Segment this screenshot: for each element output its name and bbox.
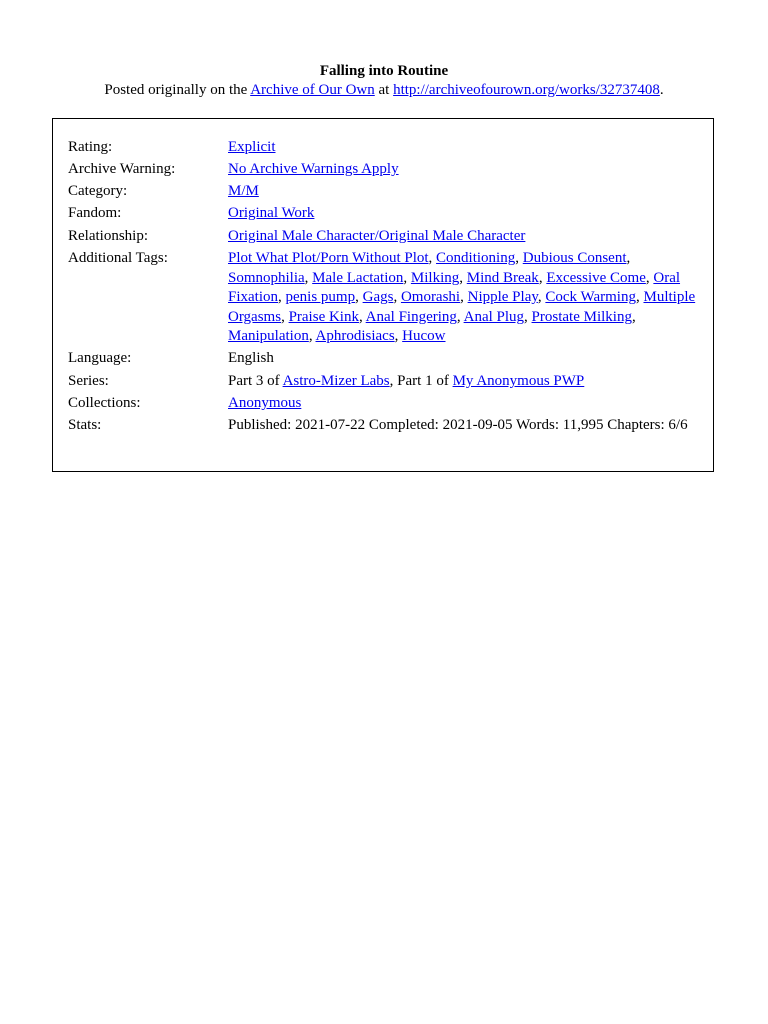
document-header xyxy=(0,62,768,100)
stats-value: Published: 2021-07-22 Completed: 2021-09-05 Words: 11,995 Chapters: 6/6 xyxy=(228,417,688,433)
work-title: Falling into Routine xyxy=(319,63,449,79)
relationship-link[interactable]: Original Male Character/Original Male Character xyxy=(228,228,526,244)
tag-link[interactable]: Oral Fixation xyxy=(228,269,681,306)
tag-link[interactable]: Multiple Orgasms xyxy=(228,289,696,325)
category-link[interactable]: M/M xyxy=(228,183,259,199)
warning-value xyxy=(228,160,700,180)
rating-label: Rating: xyxy=(68,139,113,155)
collections-link[interactable]: Anonymous xyxy=(228,395,302,411)
tag-link[interactable]: Hucow xyxy=(402,328,446,345)
tag-link[interactable]: penis pump xyxy=(285,289,356,306)
category-label: Category: xyxy=(68,183,128,199)
fandom-link[interactable]: Original Work xyxy=(228,205,315,221)
relationship-label: Relationship: xyxy=(68,228,148,244)
series-part2-prefix: Part 1 of xyxy=(397,373,453,389)
tag-link[interactable]: Manipulation xyxy=(228,328,309,345)
tag-link[interactable]: Aphrodisiacs xyxy=(315,328,395,345)
tag-link[interactable]: Praise Kink xyxy=(288,308,359,325)
rating-value xyxy=(228,138,700,158)
posted-mid: at xyxy=(374,82,394,98)
rating-link[interactable]: Explicit xyxy=(228,139,276,155)
tag-link[interactable]: Excessive Come xyxy=(546,269,646,286)
series-value xyxy=(228,372,700,392)
tag-link[interactable]: Mind Break xyxy=(466,269,539,286)
series-astro-mizer-link[interactable]: Astro-Mizer Labs xyxy=(282,373,390,389)
tag-link[interactable]: Somnophilia xyxy=(228,269,305,286)
warning-label: Archive Warning: xyxy=(68,161,176,177)
work-url-link[interactable]: http://archiveofourown.org/works/32737408 xyxy=(393,82,660,98)
series-separator: , xyxy=(389,373,398,389)
fandom-label: Fandom: xyxy=(68,205,122,221)
series-label: Series: xyxy=(68,373,109,389)
tag-link[interactable]: Milking xyxy=(410,269,460,286)
posted-line xyxy=(0,81,768,100)
tag-link[interactable]: Dubious Consent xyxy=(522,250,627,266)
warning-link[interactable]: No Archive Warnings Apply xyxy=(228,161,399,177)
series-anonymous-pwp-link[interactable]: My Anonymous PWP xyxy=(452,373,585,389)
category-value xyxy=(228,182,700,202)
posted-suffix: . xyxy=(659,82,664,98)
language-value: English xyxy=(228,350,274,366)
collections-label: Collections: xyxy=(68,395,141,411)
series-part1-prefix: Part 3 of xyxy=(228,373,283,389)
additional-tags-value: Plot What Plot/Porn Without Plot, Conditioning, Dubious Consent, Somnophilia, Male Lactation, Milking, Mind Break, Excessive Come, Oral Fixation, penis pump, Gags, Omorashi, Nipple Play, Cock Warming, Multiple Orgasms, Praise Kink, Anal Fingering, Anal Plug, Prostate Milking, Manipulation, Aphrodisiacs, Hucow xyxy=(228,250,696,345)
tag-link[interactable]: Gags xyxy=(362,289,394,306)
language-label: Language: xyxy=(68,350,132,366)
posted-prefix: Posted originally on the xyxy=(104,82,251,98)
tag-link[interactable]: Nipple Play xyxy=(467,289,538,306)
tag-link[interactable]: Conditioning xyxy=(436,250,516,266)
tag-link[interactable]: Prostate Milking xyxy=(531,308,632,325)
fandom-value xyxy=(228,204,700,224)
work-meta-box xyxy=(52,118,714,472)
tag-link[interactable]: Anal Plug xyxy=(463,308,525,325)
archive-link[interactable]: Archive of Our Own xyxy=(250,82,375,98)
collections-value xyxy=(228,394,700,414)
tag-link[interactable]: Cock Warming xyxy=(545,289,636,306)
stats-label: Stats: xyxy=(68,417,102,433)
tag-link[interactable]: Omorashi xyxy=(400,289,461,306)
tag-link[interactable]: Male Lactation xyxy=(312,269,404,286)
additional-tags-label: Additional Tags: xyxy=(68,250,168,266)
relationship-value xyxy=(228,227,700,247)
tag-link[interactable]: Plot What Plot/Porn Without Plot xyxy=(228,250,429,266)
tag-link[interactable]: Anal Fingering xyxy=(365,308,457,325)
